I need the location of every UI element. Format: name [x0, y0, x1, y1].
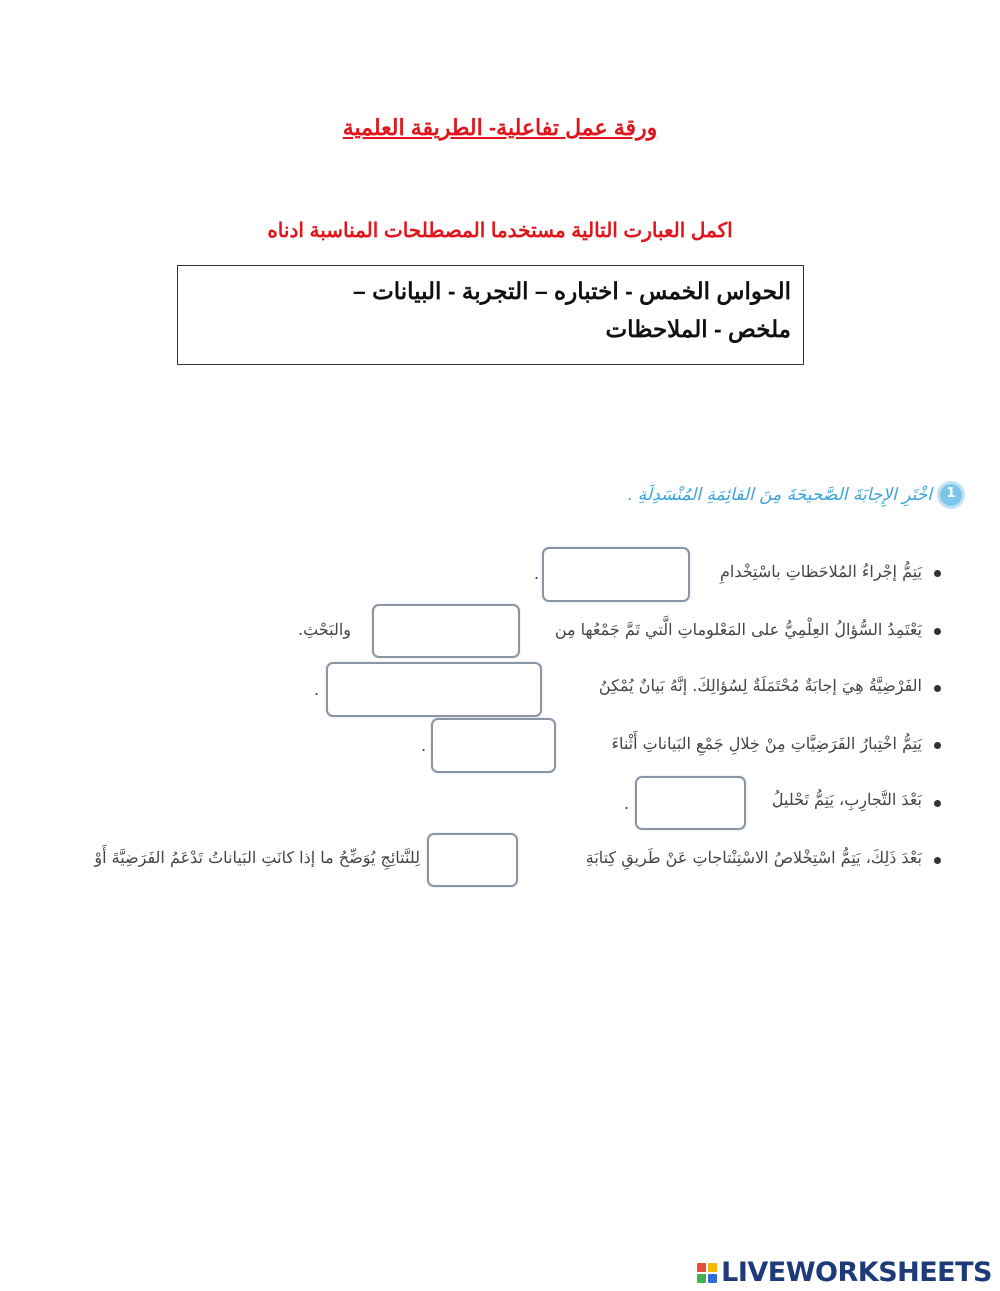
question-heading-text: اخْتَرِ الإِجابَةَ الصَّحيحَةَ مِنَ القائِمَةِ المُنْسَدِلَةِ .	[626, 485, 932, 505]
bullet-2	[934, 628, 941, 635]
bullet-5	[934, 800, 941, 807]
answer-input-3[interactable]	[326, 662, 542, 717]
word-bank-line-1: الحواس الخمس - اختباره – التجربة - البيانات –	[352, 278, 791, 304]
liveworksheets-logo[interactable]	[697, 1257, 992, 1288]
sentence-6-before: بَعْدَ ذَلِكَ، يَتِمُّ اسْتِخْلاصُ الاسْتِنْتاجاتِ عَنْ طَريقِ كِتابَةِ	[585, 848, 922, 867]
sentence-2-after: والبَحْثِ.	[298, 620, 351, 639]
question-heading	[627, 484, 962, 506]
word-bank-box	[177, 265, 804, 365]
bullet-3	[934, 685, 941, 692]
sentence-4-before: يَتِمُّ اخْتِبارُ الفَرَضِيَّاتِ مِنْ خِلالِ جَمْعِ البَياناتِ أَثْناءَ	[611, 734, 922, 753]
instruction-text: اكمل العبارت التالية مستخدما المصطلحات المناسبة ادناه	[267, 220, 733, 242]
sentence-3-before: الفَرْضِيَّةُ هِيَ إجابَةٌ مُحْتَمَلَةٌ لِسُؤالِكَ. إنَّهُ بَيانٌ يُمْكِنُ	[598, 676, 922, 695]
question-number: 1	[946, 486, 956, 501]
sentence-5-after: .	[624, 794, 630, 813]
answer-input-6[interactable]	[427, 833, 518, 887]
sentence-4-after: .	[421, 736, 427, 755]
logo-text: LIVEWORKSHEETS	[721, 1257, 992, 1288]
bullet-6	[934, 857, 941, 864]
worksheet-title: ورقة عمل تفاعلية- الطريقة العلمية	[342, 115, 658, 140]
logo-icon	[697, 1263, 717, 1283]
word-bank-line-2: ملخص - الملاحظات	[605, 316, 791, 342]
question-number-icon	[940, 484, 962, 506]
answer-input-1[interactable]	[542, 547, 690, 602]
bullet-4	[934, 742, 941, 749]
sentence-2-before: يَعْتَمِدُ السُّؤالُ العِلْمِيُّ على المَعْلوماتِ الَّتي تَمَّ جَمْعُها مِن	[554, 620, 922, 639]
sentence-3-after: .	[314, 680, 320, 699]
answer-input-4[interactable]	[431, 718, 556, 773]
sentence-1-before: يَتِمُّ إجْراءُ المُلاحَظاتِ باسْتِخْدامِ	[719, 562, 922, 581]
answer-input-2[interactable]	[372, 604, 520, 658]
sentence-5-before: بَعْدَ التَّجارِبِ، يَتِمُّ تَحْليلُ	[771, 790, 922, 809]
bullet-1	[934, 570, 941, 577]
sentence-6-after: لِلنَّتائِجِ يُوَضِّحُ ما إذا كانَتِ البَياناتُ تَدْعَمُ الفَرَضِيَّةَ أَوْ	[94, 848, 420, 867]
answer-input-5[interactable]	[635, 776, 746, 830]
sentence-1-after: .	[534, 564, 540, 583]
